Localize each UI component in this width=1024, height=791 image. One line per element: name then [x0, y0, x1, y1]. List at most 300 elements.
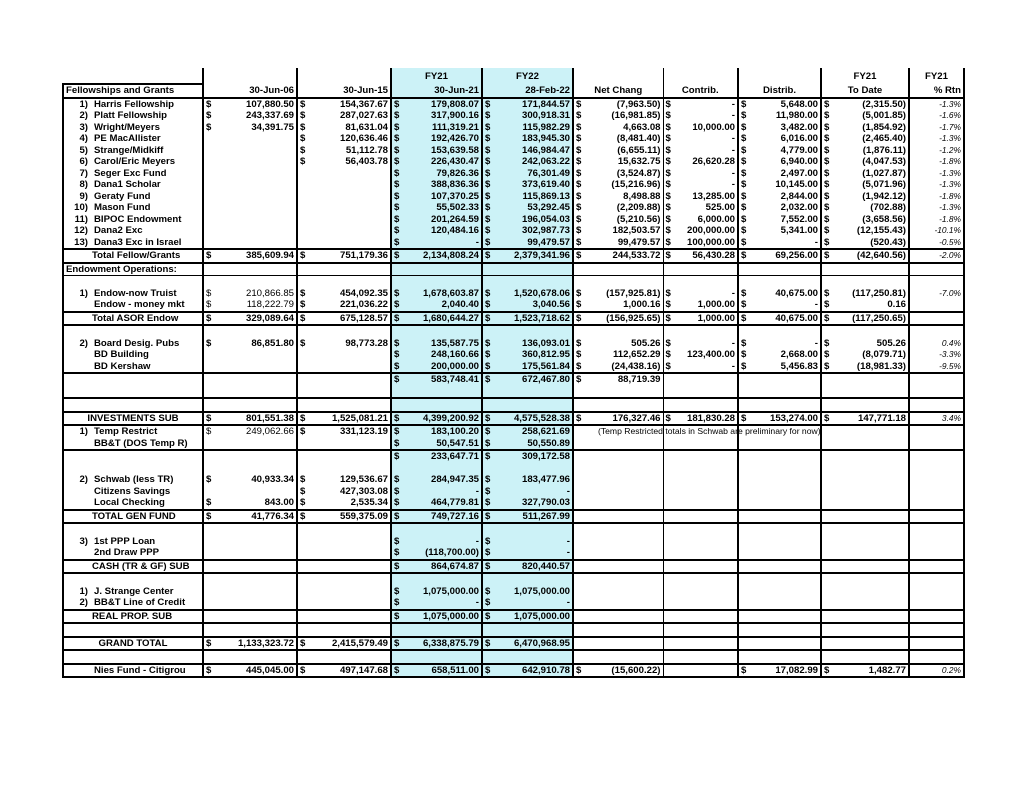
cell-value: 147,771.18	[857, 412, 906, 424]
row-number	[66, 299, 94, 310]
cell-value: 10,000.00	[692, 121, 735, 133]
cell-distrib	[738, 560, 821, 574]
cell-a	[203, 191, 297, 203]
cell-value: 153,639.58	[430, 144, 479, 156]
return-pct: -3.3%	[939, 349, 961, 360]
cell-f	[391, 412, 482, 426]
cell-g	[482, 237, 573, 250]
currency-symbol: $	[300, 133, 306, 145]
cell-g	[482, 299, 573, 312]
cell-f	[391, 179, 482, 191]
cell-value: 118,222.79	[246, 299, 294, 311]
currency-symbol: $	[485, 360, 491, 372]
table-row-board-pubs	[63, 338, 964, 350]
currency-symbol: $	[824, 225, 830, 237]
row-number	[66, 486, 94, 497]
currency-symbol: $	[485, 121, 491, 133]
cell-value: 40,933.34	[251, 474, 294, 486]
currency-symbol: $	[394, 560, 400, 572]
row-label: REAL PROP. SUB	[92, 610, 173, 622]
cell-value: 201,264.59	[430, 213, 479, 225]
cell-todate	[821, 110, 909, 122]
cell-b	[297, 249, 391, 263]
currency-symbol: $	[741, 213, 747, 225]
cell-todate	[821, 412, 909, 426]
currency-symbol: $	[665, 133, 671, 145]
currency-symbol: $	[741, 360, 747, 372]
row-label: BD Building	[94, 349, 149, 361]
cell-net	[573, 486, 663, 498]
cell-net	[573, 597, 663, 610]
table-row-platt	[63, 110, 964, 122]
cell-todate	[821, 338, 909, 350]
cell-value: 454,092.35	[339, 287, 388, 299]
cell-f	[391, 560, 482, 574]
cell-distrib	[738, 288, 821, 300]
cell-net	[573, 133, 663, 145]
cell-label	[63, 586, 203, 598]
currency-symbol: $	[394, 664, 400, 676]
nies-fund-row	[63, 664, 964, 678]
cell-value: 146,984.47	[521, 144, 570, 156]
cell-contrib	[663, 586, 738, 598]
row-number: 10)	[74, 202, 88, 214]
cell-contrib	[663, 179, 738, 191]
row-label: Dana3 Exc in Israel	[94, 236, 182, 248]
cell-value: 98,773.28	[345, 337, 388, 349]
currency-symbol: $	[576, 121, 582, 133]
cell-value: 284,947.35	[430, 474, 479, 486]
currency-symbol: $	[206, 412, 212, 424]
cell-value: 464,779.81	[430, 497, 479, 509]
cell-value: 1,482.77	[868, 664, 906, 676]
currency-symbol: $	[206, 250, 212, 262]
cell-f	[391, 110, 482, 122]
cell-value: 154,367.67	[339, 98, 388, 110]
cell-g	[482, 597, 573, 610]
cell-value: 360,812.95	[521, 349, 570, 361]
cell-value: (156,925.65)	[606, 312, 661, 324]
cell-f	[391, 361, 482, 374]
currency-symbol: $	[206, 497, 212, 509]
cell-g	[482, 560, 573, 574]
currency-symbol: $	[741, 250, 747, 262]
cell-todate	[821, 156, 909, 168]
cell-rtn	[909, 425, 964, 438]
cell-g	[482, 536, 573, 548]
cell-a	[203, 497, 297, 510]
currency-symbol: $	[824, 360, 830, 372]
currency-symbol: $	[485, 133, 491, 145]
cell-contrib	[663, 98, 738, 111]
currency-symbol: $	[665, 349, 671, 361]
cell-contrib	[663, 237, 738, 250]
cell-contrib	[663, 361, 738, 374]
cell-g	[482, 510, 573, 524]
cell-f	[391, 547, 482, 560]
currency-symbol: $	[485, 337, 491, 349]
cell-b	[297, 225, 391, 237]
cell-value: -	[566, 535, 570, 547]
column-header: Distrib.	[738, 84, 821, 98]
currency-symbol: $	[394, 360, 400, 372]
spacer-row	[63, 276, 964, 288]
cell-b	[297, 486, 391, 498]
cell-label	[63, 98, 203, 111]
cell-distrib	[738, 610, 821, 624]
currency-symbol: $	[485, 190, 491, 202]
cell-value: -	[731, 287, 735, 299]
currency-symbol: $	[394, 190, 400, 202]
row-label: Wright/Meyers	[94, 121, 160, 133]
row-label: BB&T (DOS Temp R)	[94, 437, 188, 449]
cell-b	[297, 133, 391, 145]
cell-value: 123,400.00	[686, 349, 735, 361]
cell-g	[482, 156, 573, 168]
cell-f	[391, 299, 482, 312]
cell-g	[482, 179, 573, 191]
currency-symbol: $	[576, 250, 582, 262]
cell-contrib	[663, 133, 738, 145]
currency-symbol: $	[576, 110, 582, 122]
currency-symbol: $	[206, 510, 212, 522]
cell-value: 4,399,200.92	[422, 412, 479, 424]
return-pct: -1.2%	[939, 144, 961, 155]
cell-f	[391, 288, 482, 300]
spacer-row	[63, 650, 964, 664]
spacer-row	[63, 573, 964, 586]
row-number: 7)	[79, 167, 88, 179]
currency-symbol: $	[485, 610, 491, 622]
currency-symbol: $	[206, 287, 212, 299]
cell-value: 1,000.00	[697, 299, 735, 311]
cell-rtn	[909, 547, 964, 560]
cell-a	[203, 202, 297, 214]
currency-symbol: $	[485, 637, 491, 649]
cell-f	[391, 145, 482, 157]
table-row-bd-kershaw	[63, 361, 964, 374]
cell-value: (7,963.50)	[616, 98, 661, 110]
currency-symbol: $	[576, 664, 582, 676]
cell-value: 6,940.00	[780, 156, 818, 168]
cell-label	[63, 610, 203, 624]
cell-label	[63, 338, 203, 350]
cell-b	[297, 237, 391, 250]
currency-symbol: $	[665, 412, 671, 424]
column-header: 30-Jun-21	[391, 84, 482, 98]
cell-g	[482, 637, 573, 651]
currency-symbol: $	[206, 312, 212, 324]
cell-value: 309,172.58	[521, 451, 570, 463]
cell-net	[573, 168, 663, 180]
currency-symbol: $	[394, 337, 400, 349]
cell-distrib	[738, 497, 821, 510]
section-heading-row	[63, 263, 964, 276]
cell-b	[297, 191, 391, 203]
cell-todate	[821, 547, 909, 560]
currency-symbol: $	[485, 535, 491, 547]
cell-value: 55,502.33	[436, 202, 479, 214]
currency-symbol: $	[741, 287, 747, 299]
cell-todate	[821, 438, 909, 451]
fy-label: FY21	[853, 70, 877, 82]
cell-contrib	[663, 510, 738, 524]
cell-value: 1,075,000.00	[513, 610, 570, 622]
cell-value: 2,040.40	[441, 299, 479, 311]
cell-f	[391, 168, 482, 180]
cell-g	[482, 288, 573, 300]
currency-symbol: $	[665, 110, 671, 122]
cell-rtn	[909, 191, 964, 203]
cell-contrib	[663, 338, 738, 350]
cell-g	[482, 349, 573, 361]
cell-g	[482, 122, 573, 134]
cell-net	[573, 349, 663, 361]
cell-label	[63, 202, 203, 214]
currency-symbol: $	[485, 547, 491, 559]
cell-value: 258,621.69	[521, 426, 570, 438]
table-row-seger	[63, 168, 964, 180]
currency-symbol: $	[485, 451, 491, 463]
cell-todate	[821, 664, 909, 678]
cell-value: 226,430.47	[430, 156, 479, 168]
cell-value: 583,748.41	[430, 374, 479, 386]
currency-symbol: $	[206, 121, 212, 133]
currency-symbol: $	[665, 98, 671, 110]
cell-label	[63, 122, 203, 134]
cell-net	[573, 361, 663, 374]
cell-value: (1,876.11)	[862, 144, 906, 156]
currency-symbol: $	[394, 535, 400, 547]
currency-symbol: $	[485, 474, 491, 486]
cell-f	[391, 597, 482, 610]
row-number: 3)	[79, 535, 88, 547]
cell-label	[63, 191, 203, 203]
cell-value: 136,093.01	[521, 337, 570, 349]
cell-net	[573, 249, 663, 263]
cell-net	[573, 237, 663, 250]
cell-contrib	[663, 110, 738, 122]
row-label: Local Checking	[94, 497, 165, 509]
cell-rtn	[909, 179, 964, 191]
currency-symbol: $	[485, 349, 491, 361]
table-row-strange	[63, 145, 964, 157]
cell-value: 182,503.57	[612, 225, 661, 237]
cell-value: 3,482.00	[780, 121, 818, 133]
currency-symbol: $	[485, 213, 491, 225]
cell-todate	[821, 98, 909, 111]
cell-net	[573, 438, 663, 451]
cell-label	[63, 474, 203, 486]
currency-symbol: $	[824, 250, 830, 262]
fy-label: FY22	[516, 70, 539, 82]
cell-rtn	[909, 168, 964, 180]
currency-symbol: $	[300, 299, 306, 311]
table-row-geraty	[63, 191, 964, 203]
currency-symbol: $	[576, 156, 582, 168]
cell-value: (15,216.96)	[611, 179, 661, 191]
currency-symbol: $	[741, 110, 747, 122]
currency-symbol: $	[485, 510, 491, 522]
currency-symbol: $	[394, 585, 400, 597]
return-pct: -1.8%	[939, 190, 961, 201]
cell-todate	[821, 299, 909, 312]
table-row-dana2	[63, 225, 964, 237]
currency-symbol: $	[824, 156, 830, 168]
cell-b	[297, 610, 391, 624]
currency-symbol: $	[394, 225, 400, 237]
cell-distrib	[738, 597, 821, 610]
cell-f	[391, 610, 482, 624]
cell-value: 120,636.46	[339, 133, 388, 145]
currency-symbol: $	[824, 121, 830, 133]
cell-value: -	[566, 485, 570, 497]
cell-todate	[821, 425, 909, 438]
currency-symbol: $	[824, 110, 830, 122]
cell-b	[297, 586, 391, 598]
currency-symbol: $	[576, 412, 582, 424]
cell-value: 2,668.00	[780, 349, 818, 361]
currency-symbol: $	[741, 144, 747, 156]
cell-f	[391, 312, 482, 326]
cell-f	[391, 338, 482, 350]
cell-g	[482, 145, 573, 157]
cell-contrib	[663, 597, 738, 610]
row-label: Mason Fund	[94, 202, 151, 214]
row-number	[66, 361, 94, 372]
cell-value: 50,550.89	[527, 437, 570, 449]
row-number	[66, 438, 94, 449]
cell-todate	[821, 249, 909, 263]
cell-contrib	[663, 156, 738, 168]
cell-distrib	[738, 98, 821, 111]
table-row-strange-center	[63, 586, 964, 598]
cell-value: 79,826.36	[436, 167, 479, 179]
cell-value: 100,000.00	[686, 236, 735, 248]
currency-symbol: $	[394, 121, 400, 133]
cell-todate	[821, 536, 909, 548]
cell-label	[63, 225, 203, 237]
currency-symbol: $	[824, 412, 830, 424]
cell-f	[391, 349, 482, 361]
cell-f	[391, 225, 482, 237]
cell-label	[63, 312, 203, 326]
return-pct: -2.0%	[939, 250, 961, 261]
currency-symbol: $	[741, 664, 747, 676]
fy-cell	[482, 68, 573, 84]
table-row-wright	[63, 122, 964, 134]
currency-symbol: $	[665, 250, 671, 262]
cell-value: 244,533.72	[612, 250, 661, 262]
cell-net	[573, 425, 821, 438]
cell-distrib	[738, 168, 821, 180]
cell-label	[63, 560, 203, 574]
currency-symbol: $	[394, 144, 400, 156]
cell-value: 107,370.25	[430, 190, 479, 202]
currency-symbol: $	[206, 426, 212, 438]
cell-value: 427,303.08	[339, 485, 388, 497]
currency-symbol: $	[485, 110, 491, 122]
currency-symbol: $	[665, 287, 671, 299]
cell-net	[573, 547, 663, 560]
cell-value: -	[475, 535, 479, 547]
cell-rtn	[909, 664, 964, 678]
table-row-carol	[63, 156, 964, 168]
currency-symbol: $	[824, 337, 830, 349]
cell-value: 4,663.08	[623, 121, 661, 133]
cell-a	[203, 122, 297, 134]
fy-label: FY21	[425, 70, 448, 82]
cell-value: 5,456.83	[780, 360, 818, 372]
currency-symbol: $	[741, 133, 747, 145]
currency-symbol: $	[300, 98, 306, 110]
cell-value: 749,727.16	[430, 510, 479, 522]
row-number: 1)	[79, 426, 88, 438]
cell-value: (16,981.85)	[611, 110, 661, 122]
table-row-endow-now	[63, 288, 964, 300]
cell-contrib	[663, 349, 738, 361]
return-pct: -1.3%	[939, 133, 961, 144]
cell-value: 801,551.38	[245, 412, 294, 424]
fy-header-row	[63, 68, 964, 84]
row-number: 9)	[79, 190, 88, 202]
cell-value: -	[566, 597, 570, 609]
row-label: Dana1 Scholar	[94, 179, 161, 191]
note-text: (Temp Restricted totals in Schwab are preliminary for now)	[598, 426, 821, 437]
cell-value: 115,869.13	[522, 190, 570, 202]
row-number: 2)	[79, 597, 88, 609]
cell-contrib	[663, 288, 738, 300]
column-header: Contrib.	[663, 84, 738, 98]
currency-symbol: $	[394, 312, 400, 324]
spacer-row	[63, 386, 964, 399]
cell-g	[482, 373, 573, 386]
cell-value: (2,209.88)	[616, 202, 661, 214]
currency-symbol: $	[576, 98, 582, 110]
cell-value: 86,851.80	[251, 337, 294, 349]
cell-value: 1,000.00	[697, 312, 735, 324]
cell-value: 1,680,644.27	[422, 312, 479, 324]
currency-symbol: $	[824, 312, 830, 324]
cell-distrib	[738, 338, 821, 350]
cell-b	[297, 438, 391, 451]
cell-rtn	[909, 312, 964, 326]
cell-a	[203, 560, 297, 574]
cell-b	[297, 299, 391, 312]
return-pct: -1.3%	[939, 202, 961, 213]
return-pct: -1.8%	[939, 213, 961, 224]
cell-f	[391, 637, 482, 651]
cell-net	[573, 510, 663, 524]
cell-g	[482, 225, 573, 237]
cell-rtn	[909, 486, 964, 498]
row-label: J. Strange Center	[94, 585, 174, 597]
cell-todate	[821, 597, 909, 610]
cell-a	[203, 288, 297, 300]
currency-symbol: $	[300, 337, 306, 349]
currency-symbol: $	[576, 167, 582, 179]
cell-distrib	[738, 312, 821, 326]
cell-value: 183,100.20	[430, 426, 479, 438]
cell-value: (42,640.56)	[856, 250, 906, 262]
cell-value: -	[814, 337, 818, 349]
cell-value: 2,497.00	[780, 167, 818, 179]
currency-symbol: $	[576, 360, 582, 372]
cell-a	[203, 510, 297, 524]
cell-value: 658,511.00	[431, 664, 479, 676]
currency-symbol: $	[394, 597, 400, 609]
row-number	[66, 497, 94, 508]
